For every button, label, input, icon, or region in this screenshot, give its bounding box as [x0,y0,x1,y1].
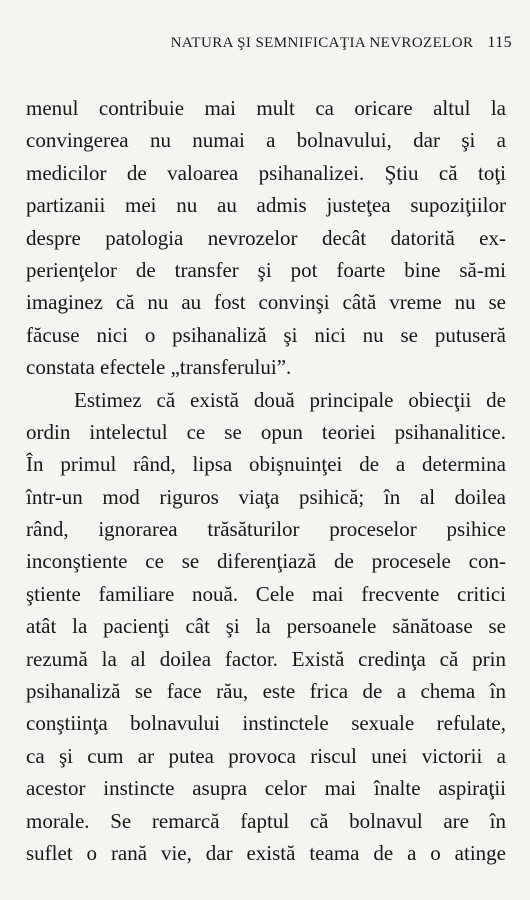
text-line: morale. Se remarcă faptul că bolnavul are în [26,808,506,833]
text-line: făcuse nici o psihanaliză şi nici nu se putuseră [26,322,506,347]
chapter-title: NATURA ŞI SEMNIFICAŢIA NEVROZELOR [170,35,474,51]
text-line: rezumă la al doilea factor. Există credinţa că prin [26,646,506,671]
text-line: psihanaliză se face rău, este frica de a chema în [26,679,506,704]
text-line: ştiente familiare nouă. Cele mai frecvente critici [26,581,506,606]
text-line: menul contribuie mai mult ca oricare altul la [26,96,506,120]
text-line: acestor instincte asupra celor mai înalte aspiraţii [26,776,506,801]
text-line: atât la pacienţi cât şi la persoanele sănătoase se [26,614,506,639]
text-line: despre patologia nevrozelor decât datorită ex- [26,225,506,250]
text-line: imaginez că nu au fost convinşi câtă vreme nu se [26,290,506,315]
text-line: inconştiente ce se diferenţiază de procesele con- [26,549,506,574]
body-text [26,92,506,869]
text-line: conştiinţa bolnavului instinctele sexuale refulate, [26,711,506,736]
text-line: În primul rând, lipsa obişnuinţei de a determina [26,452,506,477]
text-line: ca şi cum ar putea provoca riscul unei victorii a [26,743,506,768]
text-line: convingerea nu numai a bolnavului, dar şi a [26,128,506,153]
text-line: medicilor de valoarea psihanalizei. Ştiu că toţi [26,160,506,185]
page-number: 115 [487,34,512,51]
text-line: rând, ignorarea trăsăturilor proceselor psihice [26,517,506,542]
text-line: partizanii mei nu au admis justeţea supoziţiilor [26,193,506,218]
text-line: constata efectele „transferului”. [26,355,292,380]
text-line: într-un mod riguros viaţa psihică; în al doilea [26,484,506,509]
text-line: Estimez că există două principale obiecţii de [74,387,506,412]
running-head [0,34,512,52]
text-line: suflet o rană vie, dar există teama de a o atinge [26,840,506,865]
text-line: perienţelor de transfer şi pot foarte bine să-mi [26,257,506,282]
text-line: ordin intelectul ce se opun teoriei psihanalitice. [26,419,506,444]
